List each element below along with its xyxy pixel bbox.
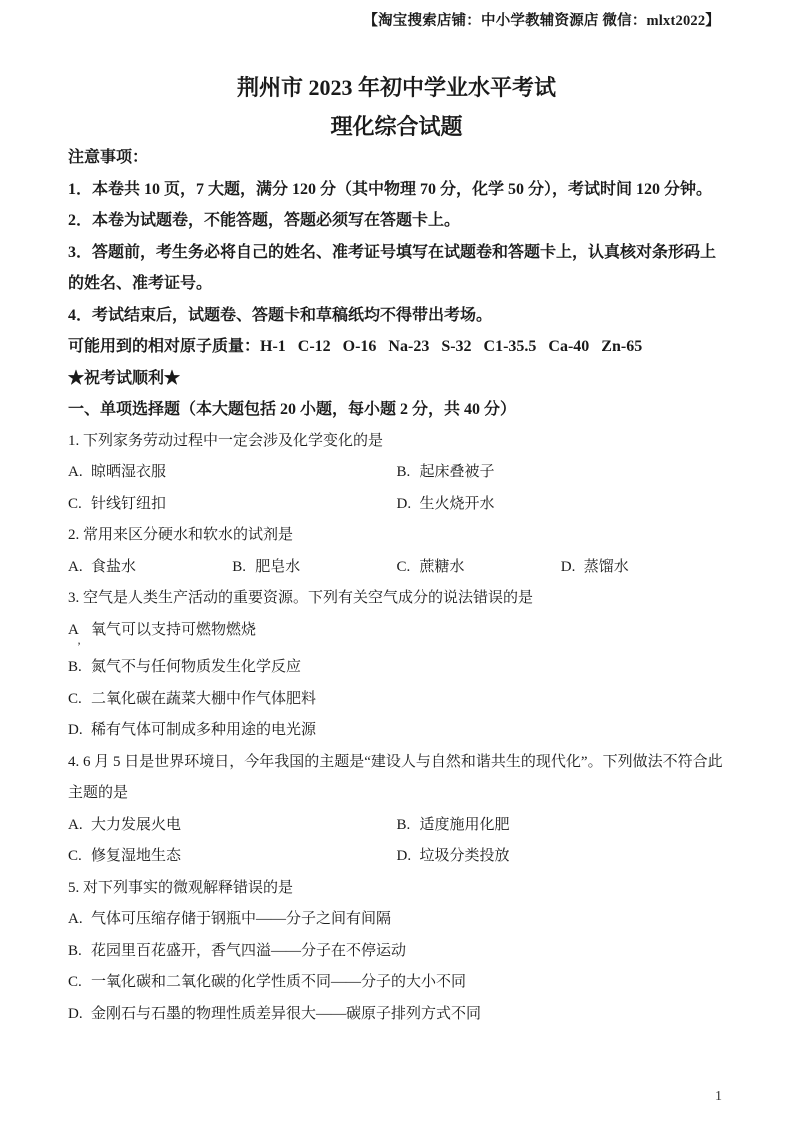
question-4: [68, 747, 725, 873]
question-1-option-a: [68, 457, 397, 489]
question-5-stem: 5. 对下列事实的微观解释错误的是: [68, 879, 294, 896]
question-3-option-d: [68, 715, 725, 747]
option-label: A.: [68, 558, 83, 575]
option-label: A.: [68, 464, 83, 480]
notice-item-1: 1．本卷共 10 页，7 大题，满分 120 分（其中物理 70 分，化学 50 分），考试时间 120 分钟。: [68, 180, 713, 198]
question-5-option-a: [68, 904, 725, 936]
question-1-options: [68, 457, 725, 520]
question-5: [68, 873, 725, 1031]
option-label: C.: [68, 848, 82, 864]
option-text: 修复湿地生态: [91, 848, 182, 864]
option-label: B.: [396, 816, 411, 833]
option-label: C.: [68, 974, 82, 990]
option-label: C.: [68, 495, 82, 512]
notice-heading: 注意事项：: [68, 149, 149, 166]
question-4-option-c: [68, 841, 397, 873]
exam-title: 荆州市 2023 年初中学业水平考试: [236, 75, 556, 100]
option-text: 蔗糖水: [419, 558, 465, 575]
question-4-options: [68, 810, 725, 873]
option-text: 起床叠被子: [419, 464, 495, 480]
option-label: B.: [232, 558, 247, 575]
question-2-option-b: [232, 552, 396, 584]
section-title: 一、单项选择题（本大题包括 20 小题，每小题 2 分，共 40 分）: [68, 401, 517, 418]
question-1-option-b: [397, 457, 726, 489]
option-text: 晾晒湿衣服: [91, 464, 167, 480]
exam-subtitle: 理化综合试题: [330, 114, 463, 139]
option-text: 气体可压缩存储于钢瓶中——分子之间有间隔: [91, 911, 392, 927]
option-label: D.: [396, 495, 412, 512]
option-label: A.: [68, 816, 83, 833]
option-label: D.: [68, 722, 83, 738]
question-list: [68, 426, 725, 1031]
option-text: 稀有气体可制成多种用途的电光源: [91, 722, 317, 738]
option-label: D.: [560, 558, 576, 575]
option-label: D.: [396, 848, 412, 864]
question-2-stem: 2. 常用来区分硬水和软水的试剂是: [68, 527, 294, 543]
question-4-option-b: [397, 810, 726, 842]
question-2-option-d: [561, 552, 725, 584]
option-label: A: [68, 621, 79, 638]
question-5-option-b: [68, 936, 725, 968]
option-text: 肥皂水: [255, 558, 301, 575]
question-2: [68, 520, 725, 583]
question-3-option-c: [68, 684, 725, 716]
question-3-stem: 3. 空气是人类生产活动的重要资源。下列有关空气成分的说法错误的是: [68, 590, 534, 606]
question-2-options: [68, 552, 725, 584]
question-1-option-d: [397, 489, 726, 521]
question-3: [68, 583, 725, 747]
option-text: 二氧化碳在蔬菜大棚中作气体肥料: [91, 690, 317, 707]
option-text: 针线钉纽扣: [91, 495, 167, 512]
option-label: B.: [68, 659, 82, 675]
option-label: C.: [68, 690, 82, 707]
question-3-options: [68, 615, 725, 747]
question-3-option-b: [68, 652, 725, 684]
question-3-option-a: [68, 615, 725, 647]
page-number: 1: [715, 1089, 722, 1104]
option-text: 食盐水: [91, 558, 137, 575]
notice-item-2: 2．本卷为试题卷，不能答题，答题必须写在答题卡上。: [68, 212, 461, 229]
option-text: 生火烧开水: [419, 495, 495, 512]
question-2-option-a: [68, 552, 232, 584]
question-4-stem: 4. 6 月 5 日是世界环境日，今年我国的主题是“建设人与自然和谐共生的现代化”。下列做法不符合此主题的是: [68, 753, 723, 801]
option-text: 垃圾分类投放: [419, 848, 510, 864]
option-text: 花园里百花盛开，香气四溢——分子在不停运动: [91, 942, 407, 959]
question-1-option-c: [68, 489, 397, 521]
option-text: 蒸馏水: [583, 558, 629, 575]
atomic-mass-line: 可能用到的相对原子质量：H-1 C-12 O-16 Na-23 S-32 C1-35.5 Ca-40 Zn-65: [68, 338, 643, 355]
stray-print-mark: ’: [77, 639, 81, 653]
option-text: 适度施用化肥: [419, 816, 510, 833]
option-label: C.: [396, 558, 411, 575]
option-text: 大力发展火电: [91, 816, 182, 833]
option-text: 金刚石与石墨的物理性质差异很大——碳原子排列方式不同: [91, 1005, 482, 1022]
option-text: 一氧化碳和二氧化碳的化学性质不同——分子的大小不同: [91, 974, 467, 990]
question-5-option-c: [68, 967, 725, 999]
option-label: B.: [68, 942, 82, 959]
notice-item-3: 3．答题前，考生务必将自己的姓名、准考证号填写在试题卷和答题卡上，认真核对条形码上的姓名、准考证号。: [68, 243, 717, 292]
notice-section: [68, 142, 725, 426]
option-label: A.: [68, 911, 83, 927]
question-5-options: [68, 904, 725, 1030]
question-5-option-d: [68, 999, 725, 1031]
question-4-option-a: [68, 810, 397, 842]
notice-item-4: 4．考试结束后，试题卷、答题卡和草稿纸均不得带出考场。: [68, 306, 493, 324]
option-text: 氮气不与任何物质发生化学反应: [91, 659, 302, 675]
shop-notice: 【淘宝搜索店铺：中小学教辅资源店 微信：mlxt2022】: [363, 13, 720, 29]
exam-wish-line: ★祝考试顺利★: [68, 369, 181, 387]
question-1-stem: 1. 下列家务劳动过程中一定会涉及化学变化的是: [68, 432, 384, 449]
question-1: [68, 426, 725, 521]
option-text: 氧气可以支持可燃物燃烧: [91, 621, 257, 638]
option-label: D.: [68, 1005, 83, 1022]
question-4-option-d: [397, 841, 726, 873]
question-2-option-c: [397, 552, 561, 584]
option-label: B.: [396, 464, 411, 480]
